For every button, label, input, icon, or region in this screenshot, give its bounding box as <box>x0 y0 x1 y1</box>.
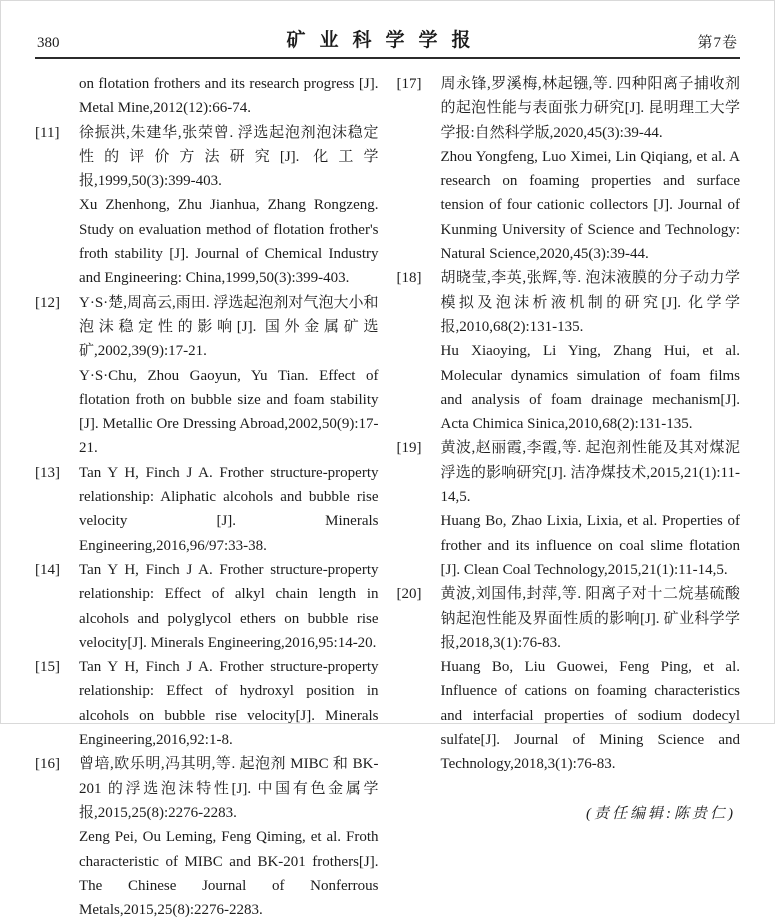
reference-number <box>35 72 79 121</box>
reference-entry <box>35 461 379 558</box>
reference-number: [18] <box>396 270 422 287</box>
reference-citation-en: Hu Xiaoying, Li Ying, Zhang Hui, et al. Molecular dynamics simulation of foam films and analysis of foam drainage mechanism[J]. Acta Chimica Sinica,2010,68(2):131-135. <box>440 343 740 433</box>
reference-number: [20] <box>396 586 422 603</box>
reference-citation-en: Tan Y H, Finch J A. Frother structure-property relationship: Aliphatic alcohols and bubble rise velocity [J]. Minerals Engineering,2016,96/97:33-38. <box>79 464 379 554</box>
reference-citation-en: Y·S·Chu, Zhou Gaoyun, Yu Tian. Effect of flotation froth on bubble size and foam stability [J]. Metallic Ore Dressing Abroad,2002,50(9):17-21. <box>79 367 379 457</box>
reference-body <box>441 436 741 582</box>
reference-citation-en: Zeng Pei, Ou Leming, Feng Qiming, et al. Froth characteristic of MIBC and BK-201 frothers[J]. The Chinese Journal of Nonferrous Metals,2015,25(8):2276-2283. <box>79 829 379 919</box>
reference-entry <box>35 121 379 291</box>
volume-label: 第7卷 <box>697 35 738 51</box>
references-column-left <box>35 72 379 922</box>
reference-citation-en: Tan Y H, Finch J A. Frother structure-property relationship: Effect of alkyl chain length in alcohols and polyglycol ethers on bubble rise velocity[J]. Minerals Engineering,2016,95:14-20. <box>79 561 379 651</box>
reference-body <box>79 461 379 558</box>
reference-entry <box>397 436 741 582</box>
reference-citation-zh: 周永锋,罗溪梅,林起镪,等. 四种阳离子捕收剂的起泡性能与表面张力研究[J]. 昆明理工大学学报:自然科学版,2020,45(3):39-44. <box>440 76 740 141</box>
reference-citation-en: Zhou Yongfeng, Luo Ximei, Lin Qiqiang, et al. A research on foaming properties and surface tension of four cationic collectors [J]. Journal of Kunming University of Science and Technology: Natural Science,2020,45(3):39-44. <box>440 148 740 263</box>
reference-entry <box>35 291 379 461</box>
reference-citation-zh: 黄波,刘国伟,封萍,等. 阳离子对十二烷基硫酸钠起泡性能及界面性质的影响[J]. 矿业科学学报,2018,3(1):76-83. <box>440 586 740 651</box>
reference-citation-zh: 黄波,赵丽霞,李霞,等. 起泡剂性能及其对煤泥浮选的影响研究[J]. 洁净煤技术,2015,21(1):11-14,5. <box>440 440 740 506</box>
reference-body <box>441 582 741 776</box>
reference-citation-zh: 徐振洪,朱建华,张荣曾. 浮选起泡剂泡沫稳定性的评价方法研究[J]. 化工学报,1999,50(3):399-403. <box>79 124 379 190</box>
reference-citation-zh: 曾培,欧乐明,冯其明,等. 起泡剂 MIBC 和 BK-201 的浮选泡沫特性[J]. 中国有色金属学报,2015,25(8):2276-2283. <box>79 756 379 821</box>
reference-entry <box>35 655 379 752</box>
reference-number: [17] <box>396 76 422 92</box>
reference-entry <box>35 558 379 655</box>
reference-citation-zh: 胡晓莹,李英,张辉,等. 泡沫液膜的分子动力学模拟及泡沫析液机制的研究[J]. 化学学报,2010,68(2):131-135. <box>440 270 740 335</box>
reference-number: [14] <box>35 561 60 578</box>
reference-number: [11] <box>35 124 60 141</box>
reference-body <box>79 72 379 121</box>
reference-entry <box>397 266 741 436</box>
references-column-right <box>397 72 741 922</box>
reference-entry <box>35 752 379 922</box>
reference-body <box>79 752 379 922</box>
reference-citation-en: on flotation frothers and its research progress [J]. Metal Mine,2012(12):66-74. <box>79 76 379 117</box>
reference-list-left <box>35 72 379 922</box>
reference-citation-zh: Y·S·楚,周高云,雨田. 浮选起泡剂对气泡大小和泡沫稳定性的影响[J]. 国外金属矿选矿,2002,39(9):17-21. <box>79 294 379 360</box>
editor-note: (责任编辑:陈贵仁) <box>586 805 736 822</box>
reference-citation-en: Tan Y H, Finch J A. Frother structure-property relationship: Effect of hydroxyl position in alcohols on bubble rise velocity[J]. Minerals Engineering,2016,92:1-8. <box>79 659 379 749</box>
journal-title: 矿业科学学报 <box>286 30 485 51</box>
reference-body <box>79 291 379 461</box>
reference-number: [15] <box>35 659 60 676</box>
reference-body <box>79 121 379 291</box>
reference-citation-en: Xu Zhenhong, Zhu Jianhua, Zhang Rongzeng. Study on evaluation method of flotation frother's froth stability [J]. Journal of Chemical Industry and Engineering: China,1999,50(3):399-403. <box>79 197 379 287</box>
page-number: 380 <box>37 35 60 51</box>
reference-body <box>441 266 741 436</box>
reference-list-right <box>397 72 741 777</box>
references-section <box>35 72 740 922</box>
reference-entry <box>397 72 741 266</box>
reference-number: [13] <box>35 464 60 481</box>
reference-body <box>441 72 741 266</box>
reference-number: [16] <box>35 756 60 773</box>
reference-entry <box>397 582 741 776</box>
header-rule <box>35 57 740 59</box>
running-head <box>35 25 740 52</box>
reference-entry <box>35 72 379 121</box>
reference-number: [12] <box>35 294 60 311</box>
journal-page <box>1 1 774 922</box>
reference-number: [19] <box>396 440 422 457</box>
reference-body <box>79 558 379 655</box>
reference-body <box>79 655 379 752</box>
reference-citation-en: Huang Bo, Liu Guowei, Feng Ping, et al. Influence of cations on foaming characteristics and interfacial properties of sodium dodecyl sulfate[J]. Journal of Mining Science and Technology,2018,3(1):76-83. <box>440 659 740 773</box>
reference-citation-en: Huang Bo, Zhao Lixia, Lixia, et al. Properties of frother and its influence on coal slime flotation [J]. Clean Coal Technology,2015,21(1):11-14,5. <box>440 513 740 578</box>
